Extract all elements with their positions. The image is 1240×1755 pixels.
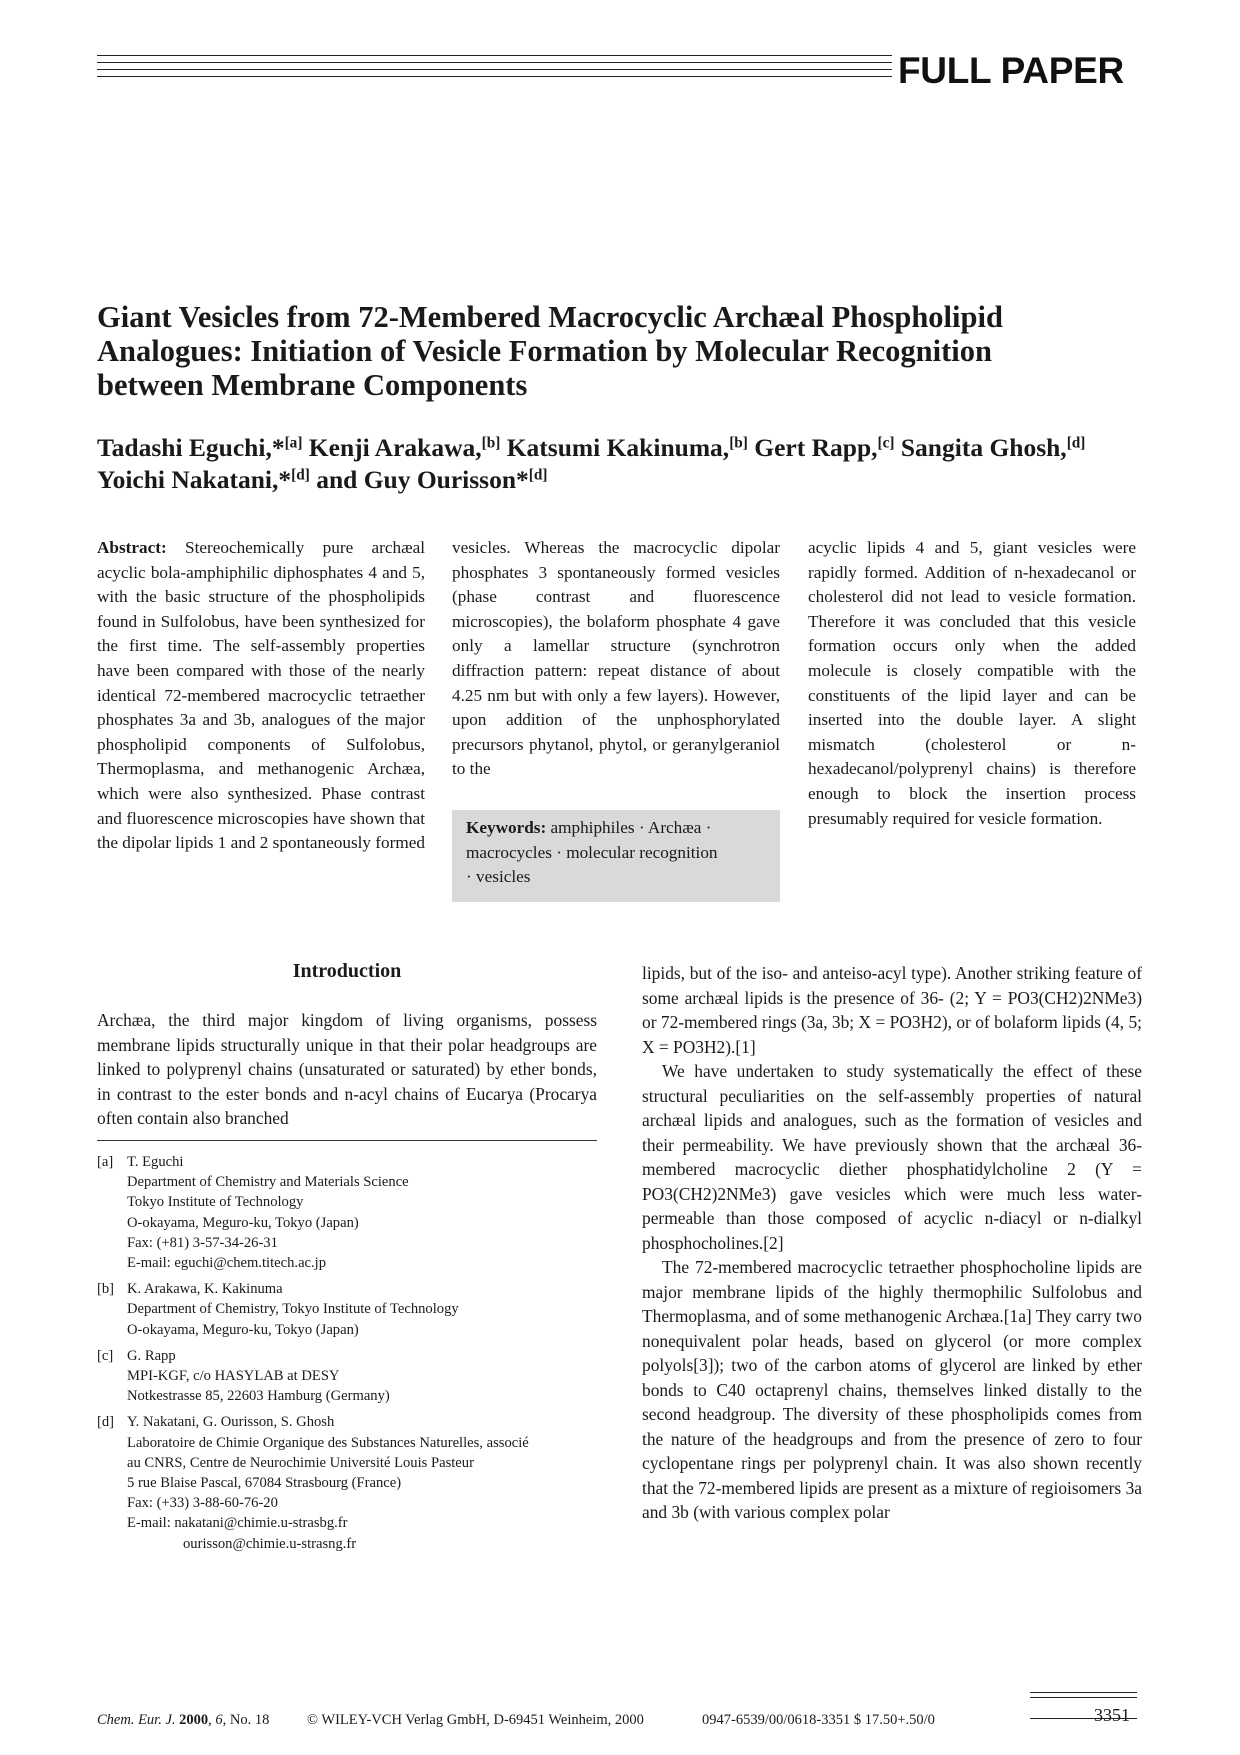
abstract-label: Abstract: <box>97 538 167 557</box>
footnote-rule <box>97 1140 597 1141</box>
abstract-column-2 <box>452 536 780 782</box>
intro-left-column <box>97 1008 597 1131</box>
abstract-text: Stereochemically pure archæal acyclic bola-amphiphilic diphosphates 4 and 5, with the basic structure of the phospholipids found in Sulfolobus, have been synthesized for the first time. The self-assembly properties have been compared with those of the nearly identical 72-membered macrocyclic tetraether phosphates 3a and 3b, analogues of the major phospholipid components of Sulfolobus, Thermoplasma, and methanogenic Archæa, which were also synthesized. Phase contrast and fluorescence microscopies have shown that the dipolar lipids 1 and 2 spontaneously formed <box>97 538 425 853</box>
affiliation-a: [a] T. Eguchi Department of Chemistry and Materials Science Tokyo Institute of Technology O-okayama, Meguro-ku, Tokyo (Japan) Fax: (+81) 3-57-34-26-31 E-mail: eguchi@chem.titech.ac.jp <box>97 1154 409 1272</box>
author-affil: [d] <box>1066 434 1086 452</box>
author-name: Gert Rapp, <box>754 433 878 462</box>
paragraph: lipids, but of the iso- and anteiso-acyl type). Another striking feature of some archæal lipids is the presence of 36- (2; Y = PO3(CH2)2NMe3) or 72-membered rings (3a, 3b; X = PO3H2), or of bolaform lipids (4, 5; X = PO3H2).[1] <box>642 963 1142 1057</box>
title-line: Giant Vesicles from 72-Membered Macrocyclic Archæal Phospholipid <box>97 300 1003 334</box>
issn-line: 0947-6539/00/0618-3351 $ 17.50+.50/0 <box>702 1712 935 1728</box>
keywords-label: Keywords: <box>466 818 547 837</box>
author-affil: [b] <box>729 434 748 452</box>
author-name: Yoichi Nakatani,* <box>97 465 292 494</box>
author-name: Kenji Arakawa, <box>308 433 482 462</box>
abstract-column-3 <box>808 536 1136 831</box>
keyword: amphiphiles <box>550 818 635 837</box>
author-name: and Guy Ourisson* <box>316 465 529 494</box>
paragraph: Archæa, the third major kingdom of living organisms, possess membrane lipids structurally unique in that their polar headgroups are linked to polyprenyl chains (unsaturated or saturated) by ether bonds, in contrast to the ester bonds and n-acyl chains of Eucarya (Procarya often contain also branched <box>97 1010 597 1128</box>
paragraph: The 72-membered macrocyclic tetraether phosphocholine lipids are major membrane lipids of the highly thermophilic Sulfolobus and Thermoplasma, and of some methanogenic Archæa.[1a] They carry two nonequivalent polar heads, based on glycerol (or more complex polyols[3]); two of the carbon atoms of glycerol are linked by ether bonds to C40 octaprenyl chains, themselves linked distally to the second headgroup. The diversity of these phospholipids comes from the nature of the headgroups and from the presence of zero to four cyclopentane rings per polyprenyl chain. It was also shown recently that the 72-membered lipids are present as a mixture of regioisomers 3a and 3b (with various complex polar <box>642 1257 1142 1522</box>
author-affil: [c] <box>877 434 895 452</box>
keywords-box: Keywords: amphiphiles · Archæa · macrocycles · molecular recognition · vesicles <box>452 810 780 902</box>
journal-volume: 6 <box>215 1712 223 1728</box>
author-name: Tadashi Eguchi,* <box>97 433 285 462</box>
keyword: vesicles <box>476 867 531 887</box>
keyword: Archæa <box>647 818 702 837</box>
keyword: macrocycles <box>466 842 552 862</box>
section-label: FULL PAPER <box>898 50 1124 91</box>
article-title <box>97 300 1137 402</box>
affiliation-d: [d] Y. Nakatani, G. Ourisson, S. Ghosh Laboratoire de Chimie Organique des Substances Naturelles, associé au CNRS, Centre de Neurochimie Université Louis Pasteur 5 rue Blaise Pascal, 67084 Strasbourg (France) Fax: (+33) 3-88-60-76-20 E-mail: nakatani@chimie.u-strasbg.fr ourisson@chimie.u-strasng.fr <box>97 1414 529 1552</box>
publisher-line: © WILEY-VCH Verlag GmbH, D-69451 Weinheim, 2000 <box>307 1712 644 1728</box>
author-affil: [d] <box>291 466 310 484</box>
journal-name: Chem. Eur. J. <box>97 1712 176 1728</box>
keyword: molecular recognition <box>566 842 718 862</box>
journal-issue: No. 18 <box>229 1712 270 1728</box>
section-heading: Introduction <box>292 960 402 982</box>
abstract-text: acyclic lipids 4 and 5, giant vesicles were rapidly formed. Addition of n-hexadecanol or cholesterol did not lead to vesicle formation. Therefore it was concluded that this vesicle formation occurs only when the added molecule is closely compatible with the constituents of the lipid layer and can be inserted into the double layer. A slight mismatch (cholesterol or n-hexadecanol/polyprenyl chains) is therefore enough to block the insertion process presumably required for vesicle formation. <box>808 538 1136 828</box>
abstract-text: vesicles. Whereas the macrocyclic dipolar phosphates 3 spontaneously formed vesicles (phase contrast and fluorescence microscopies), the bolaform phosphate 4 gave only a lamellar structure (synchrotron diffraction pattern: repeat distance of about 4.25 nm but with only a few layers). However, upon addition of the unphosphorylated precursors phytanol, phytol, or geranylgeraniol to the <box>452 538 780 779</box>
author-affil: [a] <box>284 434 303 452</box>
author-affil: [d] <box>528 466 548 484</box>
author-name: Katsumi Kakinuma, <box>506 433 730 462</box>
intro-right-column <box>642 961 1142 1525</box>
journal-year: 2000 <box>179 1712 209 1728</box>
affiliations <box>97 1152 602 1560</box>
paragraph: We have undertaken to study systematically the effect of these structural peculiarities on the self-assembly properties of natural archæal lipids and analogues, such as the formation of vesicles and their permeability. We have previously shown that the archæal 36-membered macrocyclic diether phosphatidylcholine 2 (Y = PO3(CH2)2NMe3) gave vesicles which were much less water-permeable than those composed of acyclic n-diacyl or n-dialkyl phosphocholines.[2] <box>642 1061 1142 1253</box>
author-affil: [b] <box>481 434 501 452</box>
affiliation-b: [b] K. Arakawa, K. Kakinuma Department of Chemistry, Tokyo Institute of Technology O-okayama, Meguro-ku, Tokyo (Japan) <box>97 1281 459 1338</box>
author-name: Sangita Ghosh, <box>900 433 1067 462</box>
title-line: between Membrane Components <box>97 368 528 402</box>
header-rule-lines <box>97 55 892 85</box>
author-list <box>97 432 1157 496</box>
page-number: 3351 <box>1094 1705 1130 1725</box>
title-line: Analogues: Initiation of Vesicle Formation by Molecular Recognition <box>97 334 992 368</box>
affiliation-c: [c] G. Rapp MPI-KGF, c/o HASYLAB at DESY Notkestrasse 85, 22603 Hamburg (Germany) <box>97 1347 390 1405</box>
abstract-column-1 <box>97 536 425 856</box>
